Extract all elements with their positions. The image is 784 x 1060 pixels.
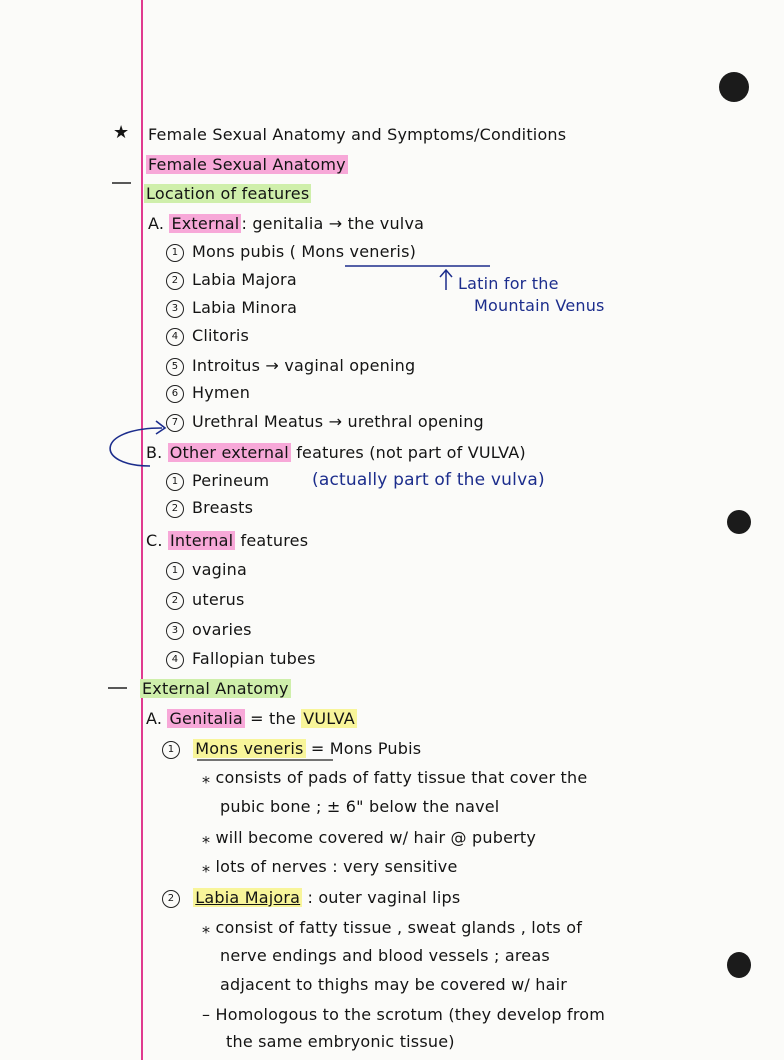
item-number: 3 [166, 300, 184, 318]
external-anatomy-text: External Anatomy [142, 679, 289, 698]
bullet-line-cont: nerve endings and blood vessels ; areas [220, 946, 550, 965]
heading-text: Female Sexual Anatomy [148, 155, 346, 174]
item-number: 2 [166, 592, 184, 610]
item-number: 1 [166, 244, 184, 262]
item-text: uterus [192, 590, 245, 609]
item-text: Labia Minora [192, 298, 298, 317]
bullet-line-cont: adjacent to thighs may be covered w/ hair [220, 975, 568, 994]
list-item [166, 356, 415, 376]
item-text: ovaries [192, 620, 252, 639]
item-number: 5 [166, 358, 184, 376]
genitalia-eq: = the [250, 709, 296, 728]
item-number: 6 [166, 385, 184, 403]
other-external-line [146, 443, 526, 463]
bullet-text: Homologous to the scrotum (they develop from [215, 1005, 606, 1024]
genitalia-line [146, 709, 357, 729]
item-text: Clitoris [192, 326, 250, 345]
list-item [166, 270, 297, 290]
bullet-line: ⁎ consists of pads of fatty tissue that cover the [202, 768, 588, 787]
mons-label: Mons veneris [195, 739, 304, 758]
list-item [166, 298, 297, 318]
list-item [166, 620, 252, 640]
list-item [166, 498, 253, 518]
external-rest: : genitalia → the vulva [241, 214, 425, 233]
labia-rest: : outer vaginal lips [307, 888, 461, 907]
latin-note: Mountain Venus [474, 296, 605, 315]
list-item [166, 412, 484, 432]
item-number: 1 [166, 562, 184, 580]
bullet-text: lots of nerves : very sensitive [215, 857, 458, 876]
item-number: 1 [166, 473, 184, 491]
list-item [166, 326, 249, 346]
item-number: 4 [166, 651, 184, 669]
other-rest: features (not part of VULVA) [296, 443, 526, 462]
internal-rest: features [240, 531, 309, 550]
item-text: Perineum [192, 471, 270, 490]
item-text: Urethral Meatus → urethral opening [192, 412, 484, 431]
arrow-up-icon [440, 270, 452, 290]
perineum-note: (actually part of the vulva) [312, 470, 545, 490]
letter-a: A. [146, 709, 163, 728]
item-number: 7 [166, 414, 184, 432]
bullet-line-cont: the same embryonic tissue) [226, 1032, 455, 1051]
labia-line [162, 888, 460, 908]
list-item [166, 383, 250, 403]
list-item [166, 590, 245, 610]
page-title: Female Sexual Anatomy and Symptoms/Conditions [148, 125, 567, 144]
item-number: 1 [162, 741, 180, 759]
item-text: Mons pubis ( Mons veneris) [192, 242, 417, 261]
item-text: Breasts [192, 498, 254, 517]
mons-line [162, 739, 421, 759]
list-item [166, 471, 269, 491]
latin-note: Latin for the [458, 274, 559, 293]
bullet-line: – Homologous to the scrotum (they develop from [202, 1005, 606, 1024]
external-line [148, 214, 424, 234]
bullet-text: will become covered w/ hair @ puberty [215, 828, 537, 847]
location-heading [144, 184, 311, 204]
letter-a: A. [148, 214, 165, 233]
other-label: Other external [169, 443, 289, 462]
labia-label: Labia Majora [195, 888, 301, 907]
external-label: External [171, 214, 240, 233]
item-number: 2 [166, 272, 184, 290]
list-item [166, 242, 416, 262]
item-text: Fallopian tubes [192, 649, 316, 668]
bullet-text: consist of fatty tissue , sweat glands , lots of [215, 918, 583, 937]
item-number: 2 [166, 500, 184, 518]
star-icon: ★ [113, 122, 130, 143]
letter-c: C. [146, 531, 163, 550]
list-item [166, 649, 316, 669]
item-text: Labia Majora [192, 270, 297, 289]
mons-eq: = Mons Pubis [310, 739, 422, 758]
letter-b: B. [146, 443, 163, 462]
genitalia-label: Genitalia [169, 709, 243, 728]
internal-label: Internal [169, 531, 234, 550]
section-heading [146, 155, 348, 175]
item-number: 2 [162, 890, 180, 908]
bullet-line: ⁎ consist of fatty tissue , sweat glands , lots of [202, 918, 583, 937]
internal-line [146, 531, 308, 551]
item-number: 3 [166, 622, 184, 640]
external-anatomy-heading [140, 679, 291, 699]
list-item [166, 560, 247, 580]
vulva-label: VULVA [303, 709, 355, 728]
bullet-line-cont: pubic bone ; ± 6" below the navel [220, 797, 500, 816]
bullet-line: ⁎ will become covered w/ hair @ puberty [202, 828, 537, 847]
location-text: Location of features [146, 184, 310, 203]
item-text: Hymen [192, 383, 251, 402]
item-number: 4 [166, 328, 184, 346]
item-text: Introitus → vaginal opening [192, 356, 416, 375]
item-text: vagina [192, 560, 248, 579]
bullet-line: ⁎ lots of nerves : very sensitive [202, 857, 458, 876]
bullet-text: consists of pads of fatty tissue that cover the [215, 768, 588, 787]
